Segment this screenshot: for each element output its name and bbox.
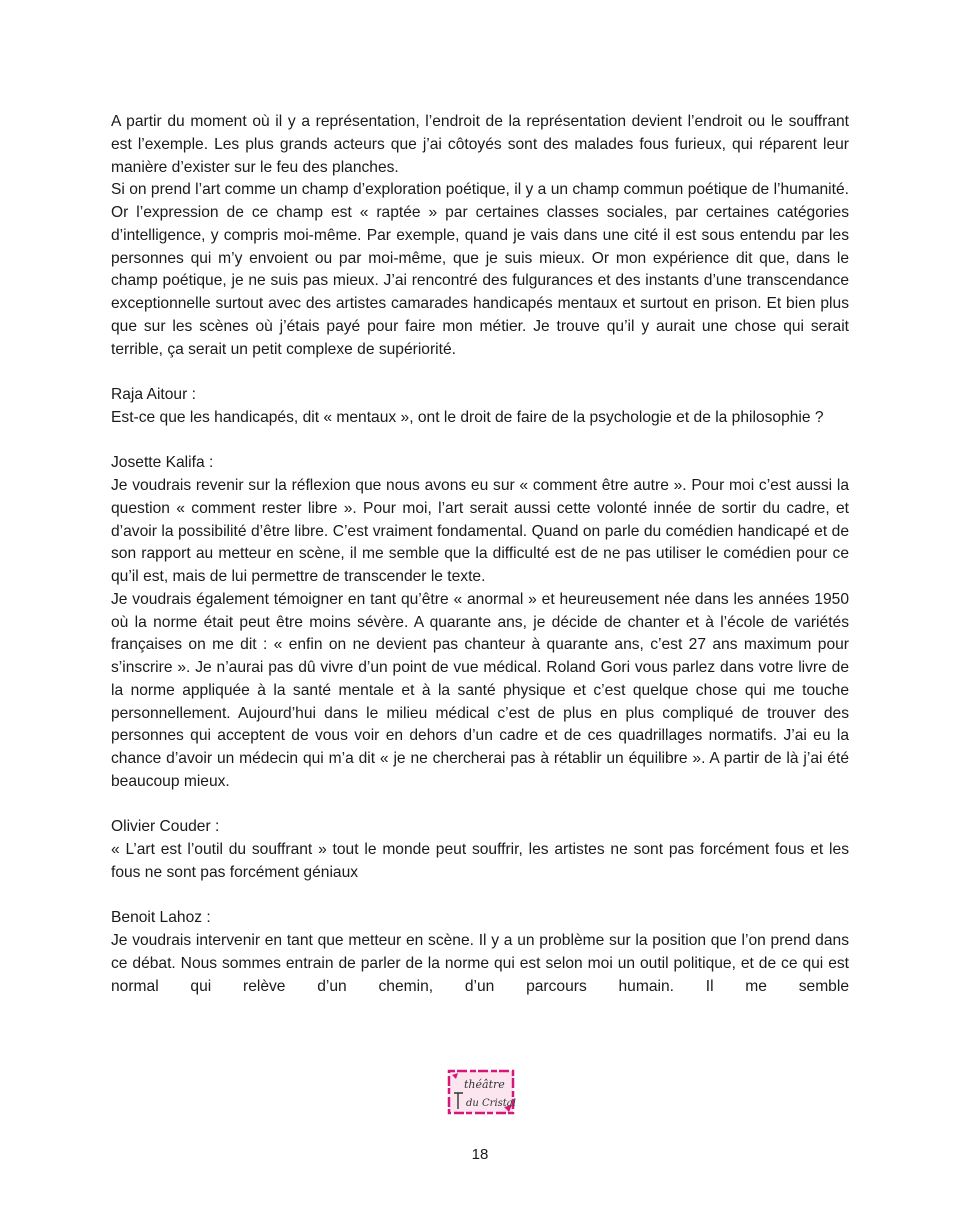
theatre-du-cristal-logo-icon [446, 1069, 516, 1115]
paragraph: Je voudrais également témoigner en tant qu’être « anormal » et heureusement née dans les années 1950 où la norme était peut être moins sévère. A quarante ans, je décide de chanter et à l’école de variétés françaises on me dit : « enfin on ne devient pas chanteur à quarante ans, c’est 27 ans maximum pour s’inscrire ». Je n’aurai pas dû vivre d’un point de vue médical. Roland Gori vous parlez dans votre livre de la norme appliquée à la santé mentale et à la santé physique et c’est quelque chose qui me touche personnellement. Aujourd’hui dans le milieu médical c’est de plus en plus compliqué de trouver des personnes qui acceptent de vous voir en dehors d’un cadre et de ces quadrillages normatifs. J’ai eu la chance d’avoir un médecin qui m’a dit « je ne chercherai pas à rétablir un équilibre ». A partir de là j’ai été beaucoup mieux. [111, 590, 849, 790]
paragraph: Si on prend l’art comme un champ d’exploration poétique, il y a un champ commun poétique de l’humanité. Or l’expression de ce champ est « raptée » par certaines classes sociales, par certaines catégories d’intelligence, y compris moi-même. Par exemple, quand je vais dans une cité il est sous entendu par les personnes qui m’y envoient ou par moi-même, que je suis mieux. Or mon expérience dit que, dans le champ poétique, je ne suis pas mieux. J’ai rencontré des fulgurances et des instants d’une transcendance exceptionnelle surtout avec des artistes camarades handicapés mentaux et surtout en prison. Et bien plus que sur les scènes où j’étais payé pour faire mon métier. Je trouve qu’il y aurait une chose qui serait terrible, ça serait un petit complexe de supériorité. [111, 181, 849, 358]
page-body [111, 111, 849, 998]
logo-text-line2: du Cristal [466, 1098, 516, 1109]
logo-text-line1: théâtre [464, 1078, 505, 1091]
spacer [111, 885, 849, 908]
paragraph: Je voudrais intervenir en tant que metteur en scène. Il y a un problème sur la position que l’on prend dans ce débat. Nous sommes entrain de parler de la norme qui est selon moi un outil politique, et de ce qui est normal qui relève d’un chemin, d’un parcours humain. Il me semble [111, 932, 849, 995]
paragraph: « L’art est l’outil du souffrant » tout le monde peut souffrir, les artistes ne sont pas forcément fous et les fous ne sont pas forcément géniaux [111, 841, 849, 881]
paragraph: Je voudrais revenir sur la réflexion que nous avons eu sur « comment être autre ». Pour moi c’est aussi la question « comment rester libre ». Pour moi, l’art serait aussi cette volonté innée de sortir du cadre, et d’avoir la possibilité d’être libre. C’est vraiment fondamental. Quand on parle du comédien handicapé et de son rapport au metteur en scène, il me semble que la difficulté est de ne pas utiliser le comédien pour ce qu’il est, mais de lui permettre de transcender le texte. [111, 477, 849, 585]
spacer [111, 794, 849, 817]
speaker-name: Olivier Couder : [111, 818, 220, 836]
speaker-name: Josette Kalifa : [111, 454, 214, 472]
page-number: 18 [471, 1146, 489, 1163]
paragraph: Est-ce que les handicapés, dit « mentaux », ont le droit de faire de la psychologie et de la philosophie ? [111, 408, 824, 426]
speaker-name: Raja Aitour : [111, 386, 196, 403]
spacer [111, 430, 849, 453]
paragraph: A partir du moment où il y a représentation, l’endroit de la représentation devient l’endroit ou le souffrant est l’exemple. Les plus grands acteurs que j’ai côtoyés sont des malades fous furieux, qui réparent leur manière d’exister sur le feu des planches. [111, 113, 849, 176]
spacer [111, 361, 849, 384]
speaker-name: Benoit Lahoz : [111, 909, 211, 927]
